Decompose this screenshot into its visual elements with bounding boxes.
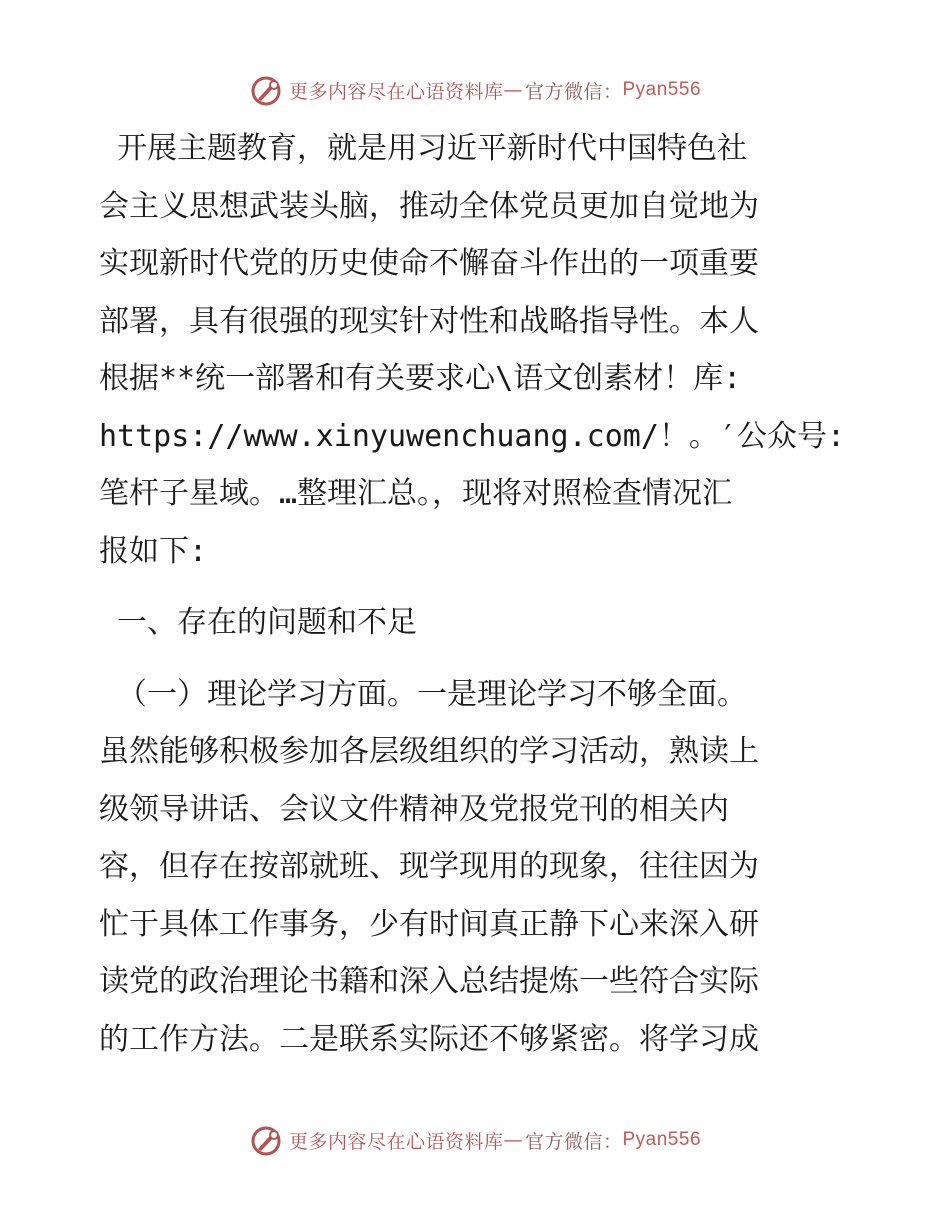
watermark-wechat-id: Pyan556 xyxy=(622,79,702,100)
watermark-dash: — xyxy=(503,79,523,101)
paragraph-line-url: https://www.xinyuwenchuang.com/！。′公众号: xyxy=(99,418,846,454)
footer-watermark xyxy=(0,1120,950,1160)
paragraph-line: 虽然能够积极参加各层级组织的学习活动，熟读上 xyxy=(99,734,759,769)
paragraph-line: 容，但存在按部就班、现学现用的现象，往往因为 xyxy=(99,849,759,884)
header-watermark xyxy=(0,70,950,110)
watermark-sub-text: 官方微信： xyxy=(524,80,623,103)
watermark-main-text: 更多内容尽在心语资料库 xyxy=(288,1130,504,1153)
paragraph-line: 会主义思想武装头脑，推动全体党员更加自觉地为 xyxy=(99,188,759,224)
paragraph-line: （一）理论学习方面。一是理论学习不够全面。 xyxy=(99,676,748,712)
paragraph-line: 报如下: xyxy=(99,533,208,569)
quill-logo-icon xyxy=(249,1122,285,1158)
paragraph-line: 读党的政治理论书籍和深入总结提炼一些符合实际 xyxy=(99,964,759,999)
paragraph-line: 部署，具有很强的现实针对性和战略指导性。本人 xyxy=(99,303,759,339)
paragraph-line: 笔杆子星域。…整理汇总。，现将对照检查情况汇 xyxy=(99,476,733,511)
watermark-sub-text: 官方微信： xyxy=(524,1130,623,1153)
watermark-wechat-id: Pyan556 xyxy=(622,1129,702,1150)
paragraph-line: 的工作方法。二是联系实际还不够紧密。将学习成 xyxy=(99,1021,759,1057)
paragraph-line: 忙于具体工作事务，少有时间真正静下心来深入研 xyxy=(99,906,759,942)
document-body xyxy=(99,120,859,1068)
paragraph-line: 开展主题教育，就是用习近平新时代中国特色社 xyxy=(99,131,748,166)
quill-logo-icon xyxy=(249,72,285,108)
watermark-dash: — xyxy=(503,1129,523,1151)
paragraph-line: 级领导讲话、会议文件精神及党报党刊的相关内 xyxy=(99,791,729,827)
watermark-main-text: 更多内容尽在心语资料库 xyxy=(288,80,504,103)
paragraph-line: 实现新时代党的历史使命不懈奋斗作出的一项重要 xyxy=(99,246,759,281)
paragraph-line: 根据**统一部署和有关要求心\语文创素材！库: xyxy=(99,361,742,396)
section-heading: 一、存在的问题和不足 xyxy=(99,605,418,640)
